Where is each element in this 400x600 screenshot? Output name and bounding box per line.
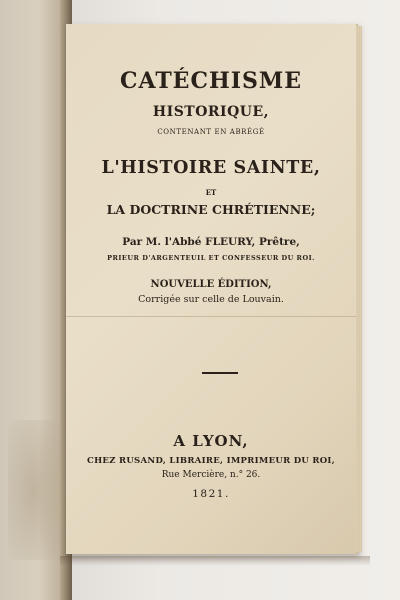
book-subtitle: HISTORIQUE,: [152, 104, 270, 120]
title-page-content: [66, 24, 356, 554]
author-line: Par M. l'Abbé FLEURY, Prêtre,: [122, 236, 300, 248]
book-cover: [0, 0, 70, 600]
heading-doctrine: LA DOCTRINE CHRÉTIENNE;: [106, 202, 316, 217]
edition-note: Corrigée sur celle de Louvain.: [138, 294, 284, 305]
cover-stain: [8, 420, 60, 560]
imprint-place: A LYON,: [173, 432, 249, 450]
book-title: CATÉCHISME: [119, 68, 303, 94]
imprint-address: Rue Mercière, n.° 26.: [161, 470, 261, 480]
heading-histoire-sainte: L'HISTOIRE SAINTE,: [101, 158, 321, 178]
ornament-rule: [202, 372, 238, 374]
page-edge: [356, 26, 362, 552]
author-role: PRIEUR D'ARGENTEUIL ET CONFESSEUR DU ROI.: [107, 254, 315, 262]
imprint-publisher: CHEZ RUSAND, LIBRAIRE, IMPRIMEUR DU ROI,: [87, 456, 335, 466]
title-page: [66, 24, 358, 554]
contents-intro: CONTENANT EN ABRÉGÉ: [157, 128, 265, 136]
conjunction: ET: [205, 188, 217, 197]
edition-line: NOUVELLE ÉDITION,: [150, 279, 272, 290]
book-shadow: [60, 556, 370, 566]
imprint-year: 1821.: [192, 488, 230, 500]
